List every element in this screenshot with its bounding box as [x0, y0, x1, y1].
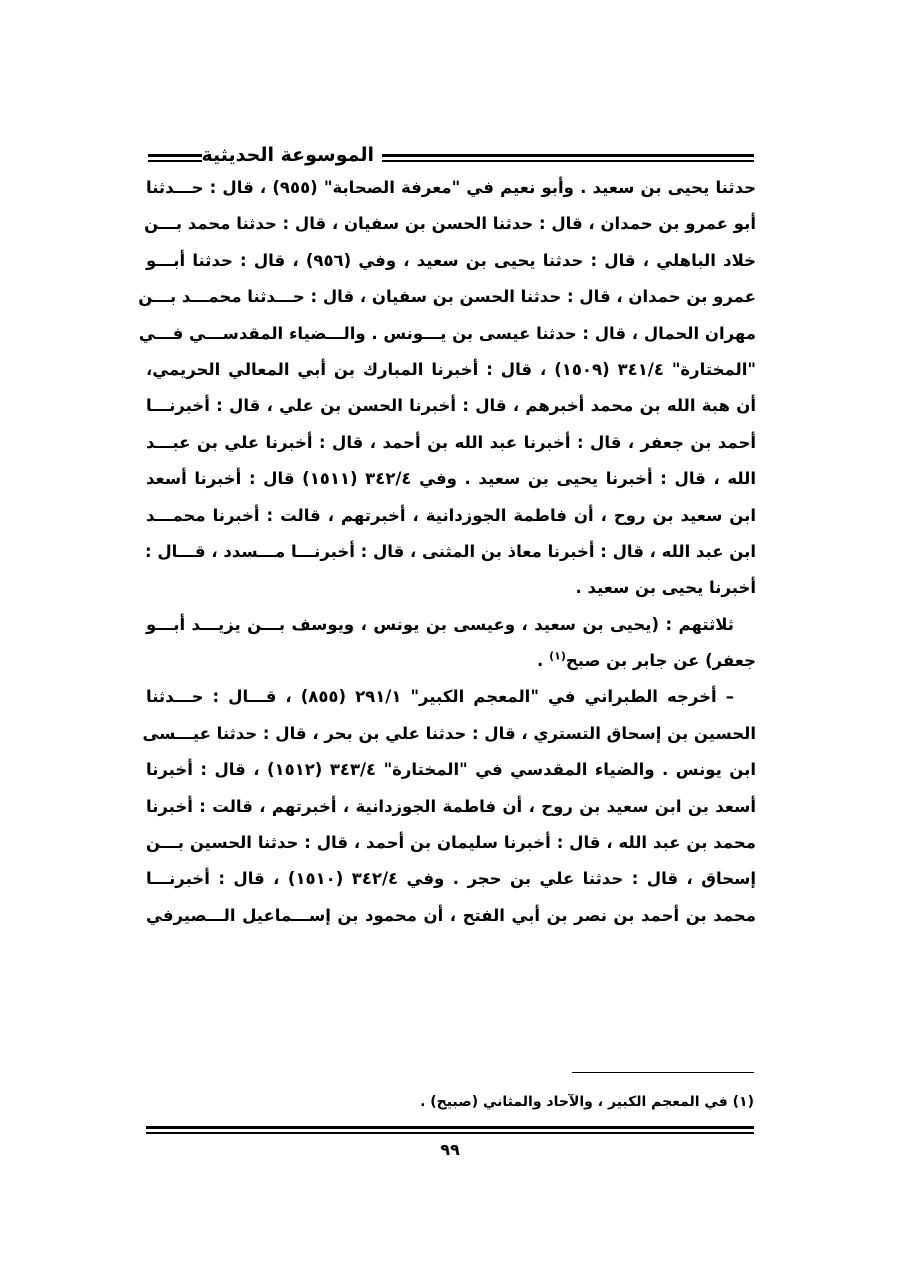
text-line: مهران الحمال ، قال : حدثنا عيسى بن يـــونس . والـــضياء المقدســـي فـــي	[138, 323, 756, 343]
text-line: أحمد بن جعفر ، قال : أخبرنا عبد الله بن أحمد ، قال : أخبرنا علي بن عبـــد	[146, 432, 756, 452]
page-title: الموسوعة الحديثية	[201, 144, 374, 166]
text-line: محمد بن أحمد بن نصر بن أبي الفتح ، أن محمود بن إســـماعيل الـــصيرفي	[146, 905, 756, 925]
text-line: الحسين بن إسحاق التستري ، قال : حدثنا علي بن بحر ، قال : حدثنا عيـــسى	[142, 723, 756, 743]
text-line: ابن عبد الله ، قال : أخبرنا معاذ بن المثنى ، قال : أخبرنـــا مـــسدد ، قـــال :	[145, 541, 756, 561]
text-line: محمد بن عبد الله ، قال : أخبرنا سليمان بن أحمد ، قال : حدثنا الحسين بـــن	[146, 833, 756, 853]
text-line: "المختارة" ٣٤١/٤ (١٥٠٩) ، قال : أخبرنا المبارك بن أبي المعالي الحريمي،	[146, 359, 757, 379]
text-line: أسعد بن ابن سعيد بن روح ، أن فاطمة الجوزدانية ، أخبرتهم ، قالت : أخبرنا	[146, 796, 756, 816]
text-line: حدثنا يحيى بن سعيد . وأبو نعيم في "معرفة الصحابة" (٩٥٥) ، قال : حـــدثنا	[146, 178, 757, 197]
text-line: ابن سعيد بن روح ، أن فاطمة الجوزدانية ، أخبرتهم ، قالت : أخبرنا محمـــد	[146, 505, 756, 525]
text-line: أن هبة الله بن محمد أخبرهم ، قال : أخبرنا الحسن بن علي ، قال : أخبرنـــا	[146, 396, 756, 416]
footer-rule	[146, 1126, 754, 1134]
text-line: أبو عمرو بن حمدان ، قال : حدثنا الحسن بن سفيان ، قال : حدثنا محمد بـــن	[144, 214, 756, 234]
text-line: ثلاثتهم : (يحيى بن سعيد ، وعيسى بن يونس ، ويوسف بـــن يزيـــد أبـــو	[146, 614, 734, 634]
text-line-content: جعفر) عن جابر بن صبح	[565, 651, 756, 671]
footnote-separator	[572, 1072, 754, 1073]
text-line: ابن يونس . والضياء المقدسي في "المختارة" ٣٤٣/٤ (١٥١٢) ، قال : أخبرنا	[146, 760, 757, 780]
text-line: – أخرجه الطبراني في "المعجم الكبير" ٢٩١/١ (٨٥٥) ، قـــال : حـــدثنا	[146, 687, 735, 707]
header-rule-left	[148, 154, 202, 162]
text-line: إسحاق ، قال : حدثنا علي بن حجر . وفي ٣٤٢/٤ (١٥١٠) ، قال : أخبرنـــا	[146, 869, 756, 889]
text-line-with-footnote	[146, 643, 756, 679]
text-line-end: .	[537, 651, 550, 671]
text-line: الله ، قال : أخبرنا يحيى بن سعيد . وفي ٣٤٢/٤ (١٥١١) قال : أخبرنا أسعد	[146, 469, 756, 489]
text-line: عمرو بن حمدان ، قال : حدثنا الحسن بن سفيان ، قال : حـــدثنا محمـــد بـــن	[138, 287, 756, 307]
page-number: ٩٩	[440, 1140, 460, 1159]
footnote-reference: (١)	[549, 649, 566, 663]
body-text	[138, 170, 757, 934]
text-line: أخبرنا يحيى بن سعيد .	[575, 578, 756, 598]
text-line: خلاد الباهلي ، قال : حدثنا يحيى بن سعيد ، وفي (٩٥٦) ، قال : حدثنا أبـــو	[146, 250, 756, 270]
page-header	[148, 142, 754, 170]
footnote: (١) في المعجم الكبير ، والآحاد والمثاني (صبيح) .	[420, 1094, 754, 1110]
